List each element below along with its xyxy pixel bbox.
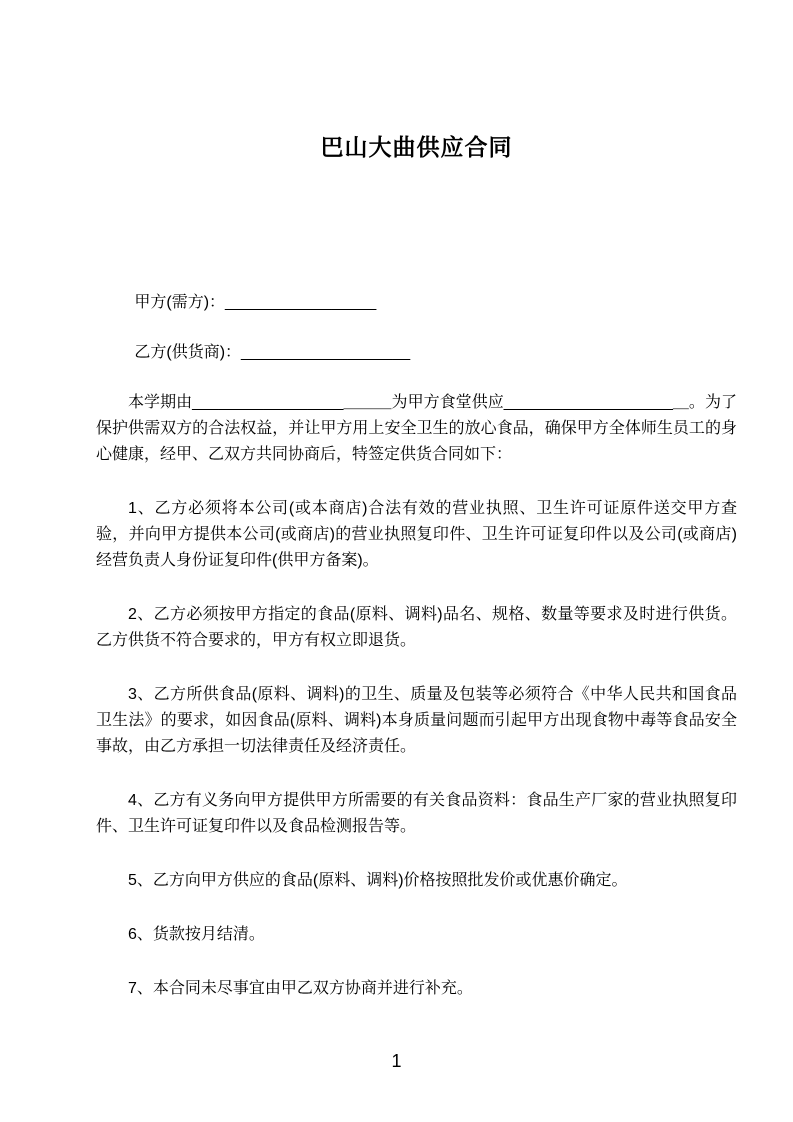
- clause-3: 3、乙方所供食品(原料、调料)的卫生、质量及包装等必须符合《中华人民共和国食品卫生法》的要求，如因食品(原料、调料)本身质量问题而引起甲方出现食物中毒等食品安全事故，由乙方承担一切法律责任及经济责任。: [96, 686, 737, 755]
- party-b-line: 乙方(供货商)：___________________: [134, 344, 411, 361]
- clause-1: 1、乙方必须将本公司(或本商店)合法有效的营业执照、卫生许可证原件送交甲方查验，并向甲方提供本公司(或商店)的营业执照复印件、卫生许可证复印件以及公司(或商店)经营负责人身份证复印件(供甲方备案)。: [96, 500, 737, 569]
- page-number: 1: [391, 1051, 402, 1071]
- party-a-line: 甲方(需方)：_________________: [134, 294, 377, 311]
- clause-4: 4、乙方有义务向甲方提供甲方所需要的有关食品资料：食品生产厂家的营业执照复印件、卫生许可证复印件以及食品检测报告等。: [96, 792, 737, 835]
- clause-5: 5、乙方向甲方供应的食品(原料、调料)价格按照批发价或优惠价确定。: [128, 872, 628, 889]
- intro-paragraph: 本学期由_________________＿＿＿为甲方食堂供应___________________＿。为了保护供需双方的合法权益，并让甲方用上安全卫生的放心食品，确保甲方全体师生员工的身心健康，经甲、乙双方共同协商后，特签定供货合同如下：: [96, 394, 737, 463]
- clause-6: 6、货款按月结清。: [128, 926, 265, 943]
- clause-2: 2、乙方必须按甲方指定的食品(原料、调料)品名、规格、数量等要求及时进行供货。乙方供货不符合要求的，甲方有权立即退货。: [96, 606, 737, 649]
- clause-7: 7、本合同未尽事宜由甲乙双方协商并进行补充。: [128, 980, 473, 997]
- contract-title: 巴山大曲供应合同: [320, 134, 513, 160]
